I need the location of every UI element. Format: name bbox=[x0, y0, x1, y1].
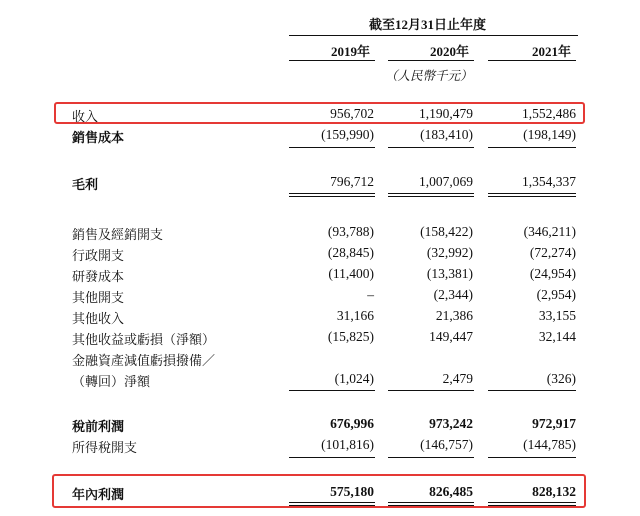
other-gains-2020: 149,447 bbox=[429, 329, 473, 344]
cost-of-sales-2019: (159,990) bbox=[321, 127, 374, 142]
admin-expenses-2020: (32,992) bbox=[426, 245, 473, 260]
income-tax-2020: (146,757) bbox=[420, 437, 473, 452]
other-gains-2021: 32,144 bbox=[538, 329, 576, 344]
revenue-2020: 1,190,479 bbox=[419, 106, 473, 121]
year-2019: 2019年 bbox=[331, 44, 371, 59]
year-rule-2020 bbox=[388, 60, 474, 61]
row-label-impairment-line2: （轉回）淨額 bbox=[72, 375, 151, 390]
revenue-2019: 956,702 bbox=[330, 106, 374, 121]
admin-expenses-2019: (28,845) bbox=[327, 245, 374, 260]
profit-before-tax-2020: 973,242 bbox=[429, 416, 473, 431]
profit-rule-2021 bbox=[488, 457, 576, 458]
income-tax-2021: (144,785) bbox=[523, 437, 576, 452]
other-income-2021: 33,155 bbox=[538, 308, 576, 323]
year-rule-2019 bbox=[289, 60, 375, 61]
other-expenses-2020: (2,344) bbox=[433, 287, 473, 302]
profit-for-year-2021: 828,132 bbox=[532, 484, 576, 499]
profit-rule-2020 bbox=[388, 457, 474, 458]
pretax-rule-2021 bbox=[488, 390, 576, 391]
profit-double-rule-2019 bbox=[289, 502, 375, 506]
profit-double-rule-2020 bbox=[388, 502, 474, 506]
row-label-profit-before-tax: 稅前利潤 bbox=[72, 420, 125, 435]
row-label-impairment-line1: 金融資產減值虧損撥備／ bbox=[72, 354, 216, 369]
year-2020: 2020年 bbox=[430, 44, 470, 59]
profit-for-year-2019: 575,180 bbox=[330, 484, 374, 499]
profit-before-tax-2019: 676,996 bbox=[330, 416, 374, 431]
impairment-2020: 2,479 bbox=[442, 371, 473, 386]
profit-double-rule-2021 bbox=[488, 502, 576, 506]
rd-costs-2019: (11,400) bbox=[328, 266, 374, 281]
other-expenses-2021: (2,954) bbox=[536, 287, 576, 302]
header-rule bbox=[289, 35, 578, 36]
subtotal-rule-2020 bbox=[388, 147, 474, 148]
pretax-rule-2020 bbox=[388, 390, 474, 391]
admin-expenses-2021: (72,274) bbox=[529, 245, 576, 260]
selling-expenses-2019: (93,788) bbox=[327, 224, 374, 239]
subtotal-rule-2019 bbox=[289, 147, 375, 148]
subtotal-rule-2021 bbox=[488, 147, 576, 148]
other-gains-2019: (15,825) bbox=[327, 329, 374, 344]
gross-profit-double-rule-2019 bbox=[289, 193, 375, 197]
gross-profit-double-rule-2020 bbox=[388, 193, 474, 197]
year-rule-2021 bbox=[488, 60, 576, 61]
unit-label: （人民幣千元） bbox=[385, 68, 473, 83]
gross-profit-double-rule-2021 bbox=[488, 193, 576, 197]
year-2021: 2021年 bbox=[532, 44, 572, 59]
period-title: 截至12月31日止年度 bbox=[369, 17, 487, 32]
rd-costs-2020: (13,381) bbox=[426, 266, 473, 281]
other-income-2020: 21,386 bbox=[435, 308, 473, 323]
other-expenses-2019: – bbox=[367, 287, 374, 302]
pretax-rule-2019 bbox=[289, 390, 375, 391]
selling-expenses-2020: (158,422) bbox=[420, 224, 473, 239]
row-label-other-expenses: 其他開支 bbox=[72, 291, 125, 306]
impairment-2021: (326) bbox=[546, 371, 576, 386]
other-income-2019: 31,166 bbox=[336, 308, 374, 323]
row-label-selling-expenses: 銷售及經銷開支 bbox=[72, 228, 164, 243]
row-label-admin-expenses: 行政開支 bbox=[72, 249, 125, 264]
profit-before-tax-2021: 972,917 bbox=[532, 416, 576, 431]
row-label-income-tax: 所得稅開支 bbox=[72, 441, 138, 456]
income-tax-2019: (101,816) bbox=[321, 437, 374, 452]
row-label-other-gains: 其他收益或虧損（淨額） bbox=[72, 333, 216, 348]
row-label-profit-for-year: 年內利潤 bbox=[72, 488, 125, 503]
gross-profit-2021: 1,354,337 bbox=[522, 174, 576, 189]
cost-of-sales-2021: (198,149) bbox=[523, 127, 576, 142]
row-label-revenue: 收入 bbox=[72, 110, 99, 125]
cost-of-sales-2020: (183,410) bbox=[420, 127, 473, 142]
row-label-cost-of-sales: 銷售成本 bbox=[72, 131, 125, 146]
row-label-other-income: 其他收入 bbox=[72, 312, 125, 327]
row-label-gross-profit: 毛利 bbox=[72, 178, 99, 193]
gross-profit-2020: 1,007,069 bbox=[419, 174, 473, 189]
row-label-rd-costs: 研發成本 bbox=[72, 270, 125, 285]
gross-profit-2019: 796,712 bbox=[330, 174, 374, 189]
rd-costs-2021: (24,954) bbox=[529, 266, 576, 281]
profit-rule-2019 bbox=[289, 457, 375, 458]
selling-expenses-2021: (346,211) bbox=[523, 224, 576, 239]
profit-for-year-2020: 826,485 bbox=[429, 484, 473, 499]
revenue-2021: 1,552,486 bbox=[522, 106, 576, 121]
impairment-2019: (1,024) bbox=[334, 371, 374, 386]
